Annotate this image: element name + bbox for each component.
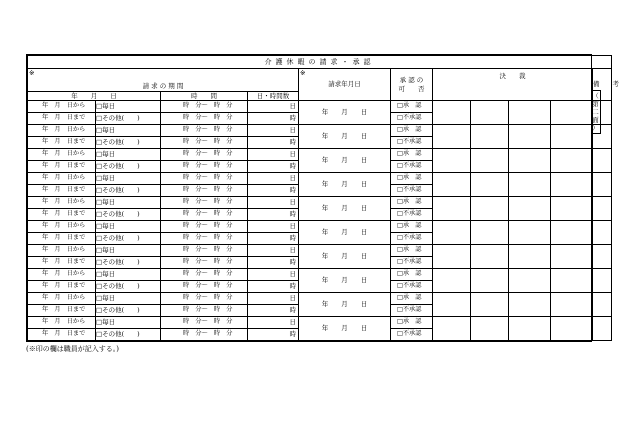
request-date-cell: 年 月 日 — [299, 173, 391, 197]
request-row — [28, 245, 612, 257]
approve-checkbox: □承 認 — [391, 149, 433, 161]
hour-count-cell: 時 — [248, 233, 299, 245]
from-date-cell: 年 月 日から — [28, 221, 96, 233]
time-range-cell: 時 分～ 時 分 — [161, 269, 248, 281]
time-range-cell: 時 分～ 時 分 — [161, 317, 248, 329]
decision-cell — [551, 317, 593, 341]
request-date-cell: 年 月 日 — [299, 101, 391, 125]
day-count-cell: 日 — [248, 221, 299, 233]
from-date-cell: 年 月 日から — [28, 293, 96, 305]
everyday-checkbox: □毎日 — [96, 317, 161, 329]
everyday-checkbox: □毎日 — [96, 149, 161, 161]
reject-checkbox: □不承認 — [391, 305, 433, 317]
decision-cell — [551, 173, 593, 197]
decision-cell — [433, 149, 471, 173]
everyday-checkbox: □毎日 — [96, 197, 161, 209]
time-range-cell-2: 時 分～ 時 分 — [161, 257, 248, 269]
reject-checkbox: □不承認 — [391, 257, 433, 269]
decision-cell — [509, 149, 551, 173]
time-range-cell: 時 分～ 時 分 — [161, 245, 248, 257]
remarks-cell — [593, 173, 612, 197]
hour-count-cell: 時 — [248, 329, 299, 341]
everyday-checkbox: □毎日 — [96, 269, 161, 281]
from-date-cell: 年 月 日から — [28, 125, 96, 137]
decision-cell — [471, 197, 509, 221]
decision-cell — [509, 245, 551, 269]
hour-count-cell: 時 — [248, 113, 299, 125]
reject-checkbox: □不承認 — [391, 329, 433, 341]
day-count-cell: 日 — [248, 197, 299, 209]
day-count-cell: 日 — [248, 125, 299, 137]
form-title: 介護休暇の請求・承認 — [28, 56, 612, 69]
decision-cell — [551, 245, 593, 269]
other-checkbox: □その他( ) — [96, 257, 161, 269]
time-range-cell-2: 時 分～ 時 分 — [161, 137, 248, 149]
from-date-cell: 年 月 日から — [28, 101, 96, 113]
decision-cell — [433, 221, 471, 245]
everyday-checkbox: □毎日 — [96, 221, 161, 233]
decision-cell — [509, 317, 551, 341]
request-row — [28, 125, 612, 137]
remarks-cell — [593, 197, 612, 221]
mark-asterisk: ※ — [29, 69, 35, 77]
request-row — [28, 173, 612, 185]
decision-cell — [509, 293, 551, 317]
hour-count-cell: 時 — [248, 281, 299, 293]
decision-cell — [471, 173, 509, 197]
time-range-cell: 時 分～ 時 分 — [161, 221, 248, 233]
from-date-cell: 年 月 日から — [28, 269, 96, 281]
side-label-text: （ 第 二 面 ） — [592, 92, 599, 132]
decision-cell — [433, 101, 471, 125]
day-count-cell: 日 — [248, 245, 299, 257]
remarks-cell — [593, 245, 612, 269]
time-header: 時 間 — [161, 92, 248, 101]
everyday-checkbox: □毎日 — [96, 125, 161, 137]
approve-checkbox: □承 認 — [391, 221, 433, 233]
reject-checkbox: □不承認 — [391, 233, 433, 245]
reject-checkbox: □不承認 — [391, 209, 433, 221]
day-count-cell: 日 — [248, 293, 299, 305]
reject-checkbox: □不承認 — [391, 161, 433, 173]
decision-cell — [471, 221, 509, 245]
day-count-cell: 日 — [248, 149, 299, 161]
remarks-cell — [593, 149, 612, 173]
decision-cell — [551, 149, 593, 173]
remarks-cell — [593, 317, 612, 341]
remarks-cell — [593, 293, 612, 317]
request-date-cell: 年 月 日 — [299, 125, 391, 149]
everyday-checkbox: □毎日 — [96, 101, 161, 113]
everyday-checkbox: □毎日 — [96, 245, 161, 257]
decision-cell — [551, 197, 593, 221]
request-row — [28, 101, 612, 113]
decision-cell — [433, 197, 471, 221]
approve-checkbox: □承 認 — [391, 293, 433, 305]
request-date-cell: 年 月 日 — [299, 293, 391, 317]
other-checkbox: □その他( ) — [96, 185, 161, 197]
decision-cell — [509, 197, 551, 221]
remarks-cell — [593, 221, 612, 245]
approve-checkbox: □承 認 — [391, 173, 433, 185]
other-checkbox: □その他( ) — [96, 329, 161, 341]
decision-cell — [551, 125, 593, 149]
day-count-cell: 日 — [248, 173, 299, 185]
decision-cell — [471, 317, 509, 341]
decision-cell — [433, 317, 471, 341]
request-row — [28, 221, 612, 233]
other-checkbox: □その他( ) — [96, 137, 161, 149]
from-date-cell: 年 月 日から — [28, 173, 96, 185]
to-date-cell: 年 月 日まで — [28, 113, 96, 125]
to-date-cell: 年 月 日まで — [28, 137, 96, 149]
hour-count-cell: 時 — [248, 305, 299, 317]
to-date-cell: 年 月 日まで — [28, 161, 96, 173]
from-date-cell: 年 月 日から — [28, 149, 96, 161]
remarks-cell — [593, 269, 612, 293]
to-date-cell: 年 月 日まで — [28, 281, 96, 293]
other-checkbox: □その他( ) — [96, 209, 161, 221]
request-row — [28, 293, 612, 305]
ymd-header: 年 月 日 — [28, 92, 161, 101]
approve-checkbox: □承 認 — [391, 101, 433, 113]
everyday-checkbox: □毎日 — [96, 173, 161, 185]
hour-count-cell: 時 — [248, 161, 299, 173]
day-hours-header: 日・時間数 — [248, 92, 299, 101]
request-date-cell: 年 月 日 — [299, 245, 391, 269]
decision-cell — [471, 101, 509, 125]
time-range-cell-2: 時 分～ 時 分 — [161, 209, 248, 221]
request-date-label: 請求年月日 — [328, 80, 361, 89]
reject-checkbox: □不承認 — [391, 113, 433, 125]
hour-count-cell: 時 — [248, 137, 299, 149]
from-date-cell: 年 月 日から — [28, 317, 96, 329]
to-date-cell: 年 月 日まで — [28, 305, 96, 317]
other-checkbox: □その他( ) — [96, 281, 161, 293]
approve-checkbox: □承 認 — [391, 125, 433, 137]
decision-cell — [509, 221, 551, 245]
decision-cell — [551, 221, 593, 245]
decision-cell — [433, 245, 471, 269]
decision-cell — [471, 293, 509, 317]
request-row — [28, 317, 612, 329]
to-date-cell: 年 月 日まで — [28, 185, 96, 197]
decision-cell — [471, 245, 509, 269]
decision-cell — [551, 269, 593, 293]
decision-cell — [433, 269, 471, 293]
reject-checkbox: □不承認 — [391, 185, 433, 197]
time-range-cell-2: 時 分～ 時 分 — [161, 329, 248, 341]
time-range-cell-2: 時 分～ 時 分 — [161, 305, 248, 317]
hour-count-cell: 時 — [248, 185, 299, 197]
approve-checkbox: □承 認 — [391, 197, 433, 209]
decision-cell — [471, 269, 509, 293]
to-date-cell: 年 月 日まで — [28, 257, 96, 269]
side-page-label — [591, 90, 601, 134]
time-range-cell: 時 分～ 時 分 — [161, 149, 248, 161]
approve-checkbox: □承 認 — [391, 269, 433, 281]
time-range-cell-2: 時 分～ 時 分 — [161, 161, 248, 173]
decision-cell — [509, 173, 551, 197]
decision-cell — [471, 125, 509, 149]
other-checkbox: □その他( ) — [96, 305, 161, 317]
from-date-cell: 年 月 日から — [28, 197, 96, 209]
remarks-header: 備 考 — [593, 69, 612, 101]
day-count-cell: 日 — [248, 101, 299, 113]
request-period-label: 請 求 の 期 間 — [142, 81, 184, 90]
to-date-cell: 年 月 日まで — [28, 329, 96, 341]
decision-cell — [509, 269, 551, 293]
footnote: (※印の欄は職員が記入する。) — [26, 345, 119, 353]
day-count-cell: 日 — [248, 269, 299, 281]
request-date-cell: 年 月 日 — [299, 221, 391, 245]
request-date-cell: 年 月 日 — [299, 149, 391, 173]
decision-cell — [471, 149, 509, 173]
decision-cell — [433, 125, 471, 149]
time-range-cell-2: 時 分～ 時 分 — [161, 233, 248, 245]
hour-count-cell: 時 — [248, 257, 299, 269]
decision-cell — [509, 101, 551, 125]
request-row — [28, 269, 612, 281]
day-count-cell: 日 — [248, 317, 299, 329]
to-date-cell: 年 月 日まで — [28, 233, 96, 245]
approval-header: 承 認 の 可 否 — [391, 69, 433, 101]
time-range-cell: 時 分～ 時 分 — [161, 293, 248, 305]
request-period-header — [28, 69, 299, 92]
request-date-cell: 年 月 日 — [299, 269, 391, 293]
decision-cell — [551, 293, 593, 317]
from-date-cell: 年 月 日から — [28, 245, 96, 257]
request-row — [28, 197, 612, 209]
everyday-checkbox: □毎日 — [96, 293, 161, 305]
time-range-cell-2: 時 分～ 時 分 — [161, 281, 248, 293]
other-checkbox: □その他( ) — [96, 233, 161, 245]
request-date-cell: 年 月 日 — [299, 317, 391, 341]
request-date-cell: 年 月 日 — [299, 197, 391, 221]
time-range-cell-2: 時 分～ 時 分 — [161, 185, 248, 197]
to-date-cell: 年 月 日まで — [28, 209, 96, 221]
time-range-cell: 時 分～ 時 分 — [161, 101, 248, 113]
decision-cell — [551, 101, 593, 125]
leave-request-table — [27, 55, 619, 341]
decision-header: 決 裁 — [433, 69, 593, 101]
mark-asterisk-2: ※ — [300, 69, 306, 77]
decision-cell — [433, 293, 471, 317]
request-date-header — [299, 69, 391, 101]
decision-cell — [433, 173, 471, 197]
time-range-cell-2: 時 分～ 時 分 — [161, 113, 248, 125]
time-range-cell: 時 分～ 時 分 — [161, 197, 248, 209]
hour-count-cell: 時 — [248, 209, 299, 221]
time-range-cell: 時 分～ 時 分 — [161, 173, 248, 185]
reject-checkbox: □不承認 — [391, 281, 433, 293]
reject-checkbox: □不承認 — [391, 137, 433, 149]
other-checkbox: □その他( ) — [96, 161, 161, 173]
other-checkbox: □その他( ) — [96, 113, 161, 125]
time-range-cell: 時 分～ 時 分 — [161, 125, 248, 137]
approve-checkbox: □承 認 — [391, 245, 433, 257]
decision-cell — [509, 125, 551, 149]
request-row — [28, 149, 612, 161]
approve-checkbox: □承 認 — [391, 317, 433, 329]
